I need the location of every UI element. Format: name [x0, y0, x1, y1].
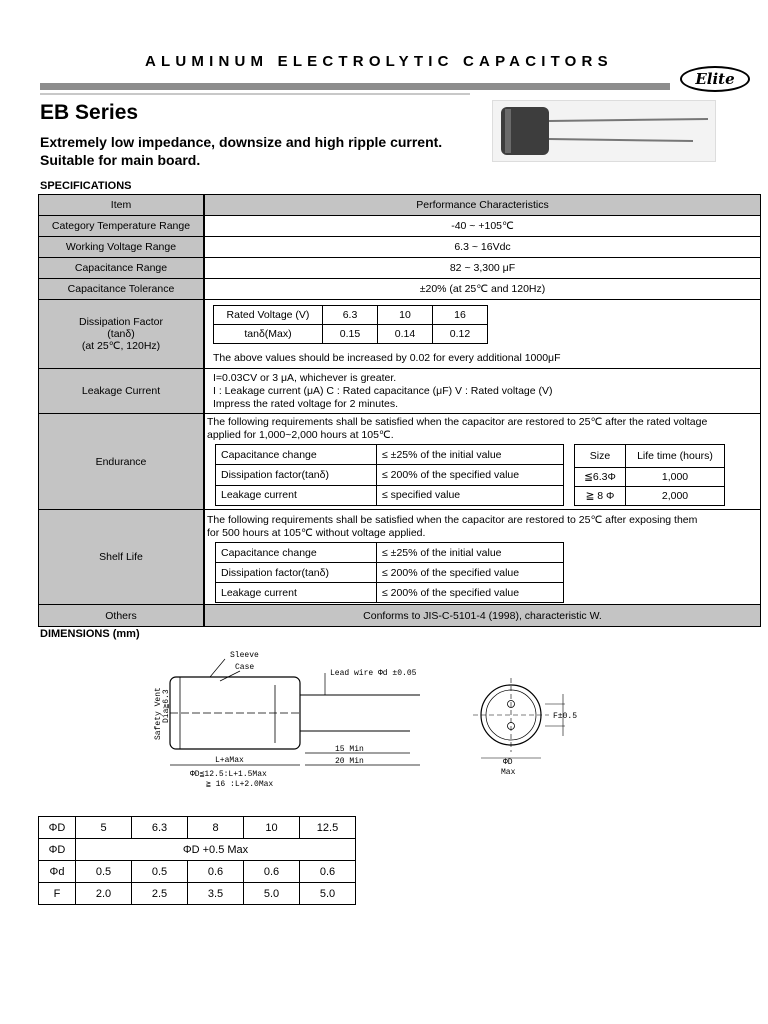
- endurance-text: The following requirements shall be satisfied when the capacitor are restored to 25℃ after the rated voltage applied for 1,000~2,000 hours at 105℃.: [207, 416, 708, 441]
- spec-label: Others: [39, 605, 205, 627]
- dim-row: [39, 861, 356, 883]
- life-cell: ≧ 8 Φ: [575, 487, 626, 506]
- shelf-row: [216, 543, 564, 563]
- header-rule: [40, 83, 670, 90]
- df-table: [213, 305, 488, 344]
- endurance-cell: Capacitance change: [216, 445, 377, 465]
- spec-header-row: [39, 195, 761, 216]
- shelf-table: [215, 542, 564, 603]
- spec-row-voltage: [39, 237, 761, 258]
- label-max: Max: [501, 768, 516, 777]
- df-cell: 10: [378, 306, 433, 325]
- spec-row-others: [39, 605, 761, 627]
- spec-row-dissipation: [39, 300, 761, 369]
- leak-line-1: I=0.03CV or 3 μA, whichever is greater.: [213, 371, 397, 384]
- shelf-cell: Leakage current: [216, 583, 377, 603]
- df-cell: 16: [433, 306, 488, 325]
- dim-cell: 5.0: [244, 883, 300, 905]
- dim-cell: 12.5: [300, 817, 356, 839]
- endurance-row: [216, 485, 564, 505]
- endurance-cell: ≤ ±25% of the initial value: [377, 445, 564, 465]
- dimensions-table: [38, 816, 356, 905]
- spec-row-capacitance: [39, 258, 761, 279]
- label-lead-wire: Lead wire Φd ±0.05: [330, 669, 417, 678]
- dim-row: [39, 817, 356, 839]
- specifications-heading: SPECIFICATIONS: [40, 180, 132, 192]
- dim-row: [39, 839, 356, 861]
- elite-logo: Elite: [680, 66, 750, 92]
- spec-value: ±20% (at 25℃ and 120Hz): [204, 279, 761, 300]
- endurance-cell: Leakage current: [216, 485, 377, 505]
- spec-value: -40 ~ +105℃: [204, 216, 761, 237]
- dim-cell: ΦD: [39, 817, 76, 839]
- life-time-table: [574, 444, 725, 506]
- label-phi-note-1: ΦD≦12.5:L+1.5Max: [190, 770, 267, 779]
- df-note: The above values should be increased by 0.02 for every additional 1000μF: [213, 352, 561, 364]
- spec-row-endurance: [39, 414, 761, 510]
- shelf-text: The following requirements shall be satisfied when the capacitor are restored to 25℃ after exposing them for 500 hours at 105℃ without voltage applied.: [207, 514, 698, 539]
- spec-label: Endurance: [39, 414, 205, 510]
- dim-cell: 0.5: [132, 861, 188, 883]
- spec-col-performance: Performance Characteristics: [204, 195, 761, 216]
- dim-cell: 0.6: [300, 861, 356, 883]
- series-title: EB Series: [40, 101, 139, 124]
- spec-value: Conforms to JIS-C-5101-4 (1998), characteristic W.: [204, 605, 761, 627]
- endurance-cell: ≤ 200% of the specified value: [377, 465, 564, 485]
- shelf-cell: ≤ 200% of the specified value: [377, 583, 564, 603]
- df-cell: tanδ(Max): [214, 325, 323, 344]
- spec-label: Capacitance Range: [39, 258, 205, 279]
- df-label-line-1: Dissipation Factor: [78, 316, 164, 328]
- df-row-voltage: [214, 306, 488, 325]
- dim-cell: 5.0: [300, 883, 356, 905]
- series-description-line-1: Extremely low impedance, downsize and high ripple current.: [40, 134, 443, 150]
- series-description-line-2: Suitable for main board.: [40, 152, 201, 168]
- df-label-line-2: (tanδ): [107, 328, 135, 340]
- label-15min: 15 Min: [335, 745, 364, 754]
- spec-row-temperature: [39, 216, 761, 237]
- spec-value: [204, 510, 761, 605]
- document-header-title: ALUMINUM ELECTROLYTIC CAPACITORS: [145, 53, 613, 70]
- df-cell: 6.3: [323, 306, 378, 325]
- life-cell: Life time (hours): [626, 445, 725, 468]
- spec-value: [204, 414, 761, 510]
- life-row: [575, 468, 725, 487]
- label-sleeve: Sleeve: [230, 651, 259, 660]
- dim-cell: F: [39, 883, 76, 905]
- endurance-cell: ≤ specified value: [377, 485, 564, 505]
- label-20min: 20 Min: [335, 757, 364, 766]
- dim-cell: Φd: [39, 861, 76, 883]
- spec-row-tolerance: [39, 279, 761, 300]
- spec-row-leakage: [39, 369, 761, 414]
- spec-row-shelf-life: [39, 510, 761, 605]
- spec-label: Capacitance Tolerance: [39, 279, 205, 300]
- label-phid: ΦD: [503, 758, 513, 767]
- shelf-cell: ≤ ±25% of the initial value: [377, 543, 564, 563]
- dim-cell: 5: [76, 817, 132, 839]
- spec-label: Category Temperature Range: [39, 216, 205, 237]
- leak-line-3: Impress the rated voltage for 2 minutes.: [213, 397, 399, 410]
- series-description: [40, 133, 442, 169]
- life-cell: Size: [575, 445, 626, 468]
- dim-cell: ΦD: [39, 839, 76, 861]
- spec-value: [204, 300, 761, 369]
- df-label-line-3: (at 25℃, 120Hz): [81, 340, 161, 352]
- df-cell: Rated Voltage (V): [214, 306, 323, 325]
- dim-cell: 2.0: [76, 883, 132, 905]
- dim-cell: 3.5: [188, 883, 244, 905]
- df-cell: 0.15: [323, 325, 378, 344]
- spec-value: 6.3 ~ 16Vdc: [204, 237, 761, 258]
- header-rule-thin: [40, 93, 470, 95]
- endurance-tables: [207, 444, 756, 506]
- shelf-cell: Dissipation factor(tanδ): [216, 563, 377, 583]
- endurance-row: [216, 445, 564, 465]
- dim-row: [39, 883, 356, 905]
- life-header-row: [575, 445, 725, 468]
- label-dia-note: Dia≧6.3: [162, 689, 171, 723]
- life-cell: ≦6.3Φ: [575, 468, 626, 487]
- side-view-drawing: [140, 645, 450, 795]
- specifications-table: [38, 194, 761, 627]
- label-case: Case: [235, 663, 255, 672]
- endurance-table: [215, 444, 564, 506]
- capacitor-photo: [492, 100, 716, 162]
- dim-cell: 6.3: [132, 817, 188, 839]
- shelf-cell: ≤ 200% of the specified value: [377, 563, 564, 583]
- leak-line-2: I : Leakage current (μA) C : Rated capacitance (μF) V : Rated voltage (V): [213, 384, 553, 397]
- shelf-row: [216, 563, 564, 583]
- spec-label: Shelf Life: [39, 510, 205, 605]
- spec-value: [204, 369, 761, 414]
- df-cell: 0.12: [433, 325, 488, 344]
- df-row-tand: [214, 325, 488, 344]
- spec-col-item: Item: [39, 195, 205, 216]
- df-cell: 0.14: [378, 325, 433, 344]
- shelf-row: [216, 583, 564, 603]
- shelf-cell: Capacitance change: [216, 543, 377, 563]
- endurance-cell: Dissipation factor(tanδ): [216, 465, 377, 485]
- end-view-drawing: [465, 670, 595, 780]
- label-f-tol: F±0.5: [553, 712, 578, 721]
- spec-label: Working Voltage Range: [39, 237, 205, 258]
- dim-cell: ΦD +0.5 Max: [76, 839, 356, 861]
- spec-label: Leakage Current: [39, 369, 205, 414]
- endurance-row: [216, 465, 564, 485]
- dim-cell: 8: [188, 817, 244, 839]
- label-l-max: L+aMax: [215, 756, 244, 765]
- dim-cell: 2.5: [132, 883, 188, 905]
- dim-cell: 0.5: [76, 861, 132, 883]
- spec-label: [39, 300, 205, 369]
- spec-value: 82 ~ 3,300 μF: [204, 258, 761, 279]
- capacitor-photo-graphic: [493, 101, 715, 161]
- dim-cell: 10: [244, 817, 300, 839]
- dim-cell: 0.6: [188, 861, 244, 883]
- dim-cell: 0.6: [244, 861, 300, 883]
- label-safety-vent: Safety Vent: [154, 687, 163, 740]
- dimensions-heading: DIMENSIONS (mm): [40, 628, 140, 640]
- life-row: [575, 487, 725, 506]
- life-cell: 1,000: [626, 468, 725, 487]
- life-cell: 2,000: [626, 487, 725, 506]
- label-phi-note-2: ≧ 16 :L+2.0Max: [206, 780, 274, 789]
